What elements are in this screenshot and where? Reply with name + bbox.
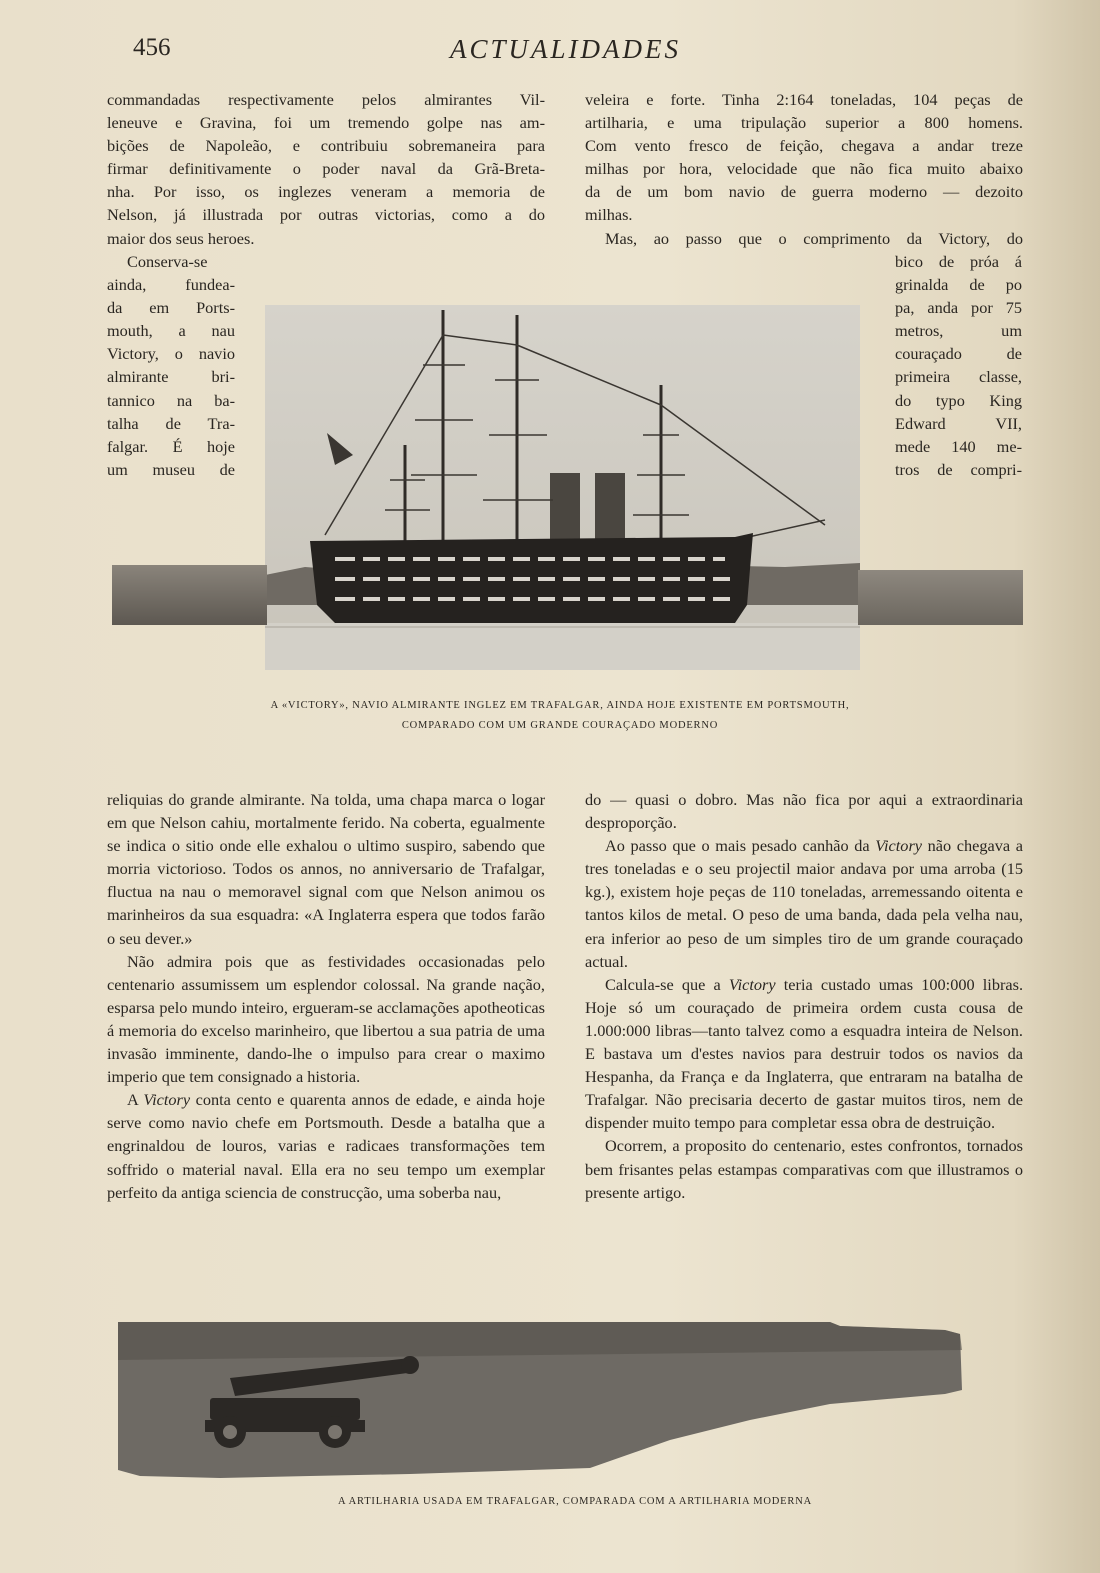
text-line: mouth, a nau [107,321,235,341]
text-line: metros, um [895,321,1022,341]
text-line: milhas por hora, velocidade que não fica muito abaixo [585,159,1023,179]
figure-caption-ship [150,696,970,736]
text-line: da em Ports- [107,298,235,318]
text-line: Conserva-se [127,252,208,271]
text-line: do typo King [895,390,1022,410]
top-right-narrow-text [895,250,1022,481]
text-line: maior dos seus heroes. [107,228,255,248]
ship-name: Victory [728,974,776,994]
text-run: não chegava a tres toneladas e o seu projectil maior andava por uma arroba (15 kg.), existem hoje peças de 110 toneladas, arremessando oitenta e tantos kilos de metal. O peso de uma banda, dada pela velha nau, era inferior ao peso de um simples tiro de um grande couraçado actual. [585,836,1024,971]
text-line: talha de Tra- [107,413,235,433]
paragraph: do — quasi o dobro. Mas não fica por aqui a extraordinaria desproporção. [585,790,1023,833]
top-left-narrow-text [107,250,235,481]
artillery-photograph [110,1320,965,1480]
text-line: bico de próa á [895,252,1022,271]
ship-name: Victory [143,1090,191,1110]
text-line: Victory, o navio [107,344,235,364]
paragraph [585,973,1023,1135]
paragraph [107,1088,545,1203]
text-line: tannico na ba- [107,390,235,410]
text-line: artilharia, e uma tripulação superior a 800 homens. [585,113,1023,133]
ship-photograph [265,305,860,670]
paragraph: reliquias do grande almirante. Na tolda, uma chapa marca o logar em que Nelson cahiu, mortalmente ferido. Na coberta, egualmente se indica o sitio onde elle exhalou o ultimo suspiro, sabendo que morria victorioso. Todos os annos, no anniversario de Trafalgar, fluctua na nau o memoravel signal com que Nelson animou os marinheiros da sua esquadra: «A Inglaterra espera que todos farão o seu dever.» [107,790,545,948]
text-line: falgar. É hoje [107,436,235,456]
caption-line: COMPARADO COM UM GRANDE COURAÇADO MODERNO [401,720,719,731]
text-line: firmar definitivamente o poder naval da Grã-Breta- [107,159,545,179]
ship-name: Victory [875,836,923,856]
text-run: Calcula-se que a [605,974,729,994]
text-line: pa, anda por 75 [895,298,1022,318]
text-line: commandadas respectivamente pelos almirantes Vil- [107,90,545,109]
text-run: conta cento e quarenta annos de edade, e ainda hoje serve como navio chefe em Portsmouth. Desde a batalha que a engrinaldou de louros, varias e radicaes transformações tem soffrido o material naval. Ella era no seu tempo um exemplar perfeito da antiga sciencia de construcção, uma soberba nau, [107,1090,546,1202]
caption-line: A «VICTORY», NAVIO ALMIRANTE INGLEZ EM TRAFALGAR, AINDA HOJE EXISTENTE EM PORTSMOUTH, [270,700,850,711]
text-line: leneuve e Gravina, foi um tremendo golpe nas am- [107,113,545,133]
bottom-left-text [107,788,545,1204]
text-line: um museu de [107,459,235,479]
text-line: couraçado de [895,344,1022,364]
top-right-text [585,88,1023,250]
text-line: veleira e forte. Tinha 2:164 toneladas, 104 peças de [585,90,1023,109]
text-line: da de um bom navio de guerra moderno — dezoito [585,182,1023,202]
text-run: teria custado umas 100:000 libras. Hoje só um couraçado de primeira ordem custa cousa de 1.000:000 libras—tanto talvez como a esquadra inteira de Nelson. E bastava um d'estes navios para destruir todos os navios da Hespanha, da França e da Inglaterra, que entraram na batalha de Trafalgar. Não precisaria decerto de gastar muitos tiros, nem de dispender muito tempo para completar essa obra de destruição. [585,974,1024,1133]
running-title: ACTUALIDADES [450,34,681,64]
text-line: Edward VII, [895,413,1022,433]
ship-photo-shore-right [858,570,1023,625]
text-line: tros de compri- [895,459,1022,479]
text-line: Nelson, já illustrada por outras victorias, como a do [107,205,545,225]
bottom-right-text [585,788,1023,1204]
paragraph: Não admira pois que as festividades occasionadas pelo centenario assumissem um esplendor colossal. Na grande nação, esparsa pelo mundo inteiro, ergueram-se acclamações apotheoticas á memoria do excelso marinheiro, que libertou a sua patria de uma invasão imminente, dando-lhe o impulso para crear o maximo imperio que tem consignado a historia. [107,951,545,1087]
text-run: A [127,1090,144,1110]
figure-caption-artillery: A ARTILHARIA USADA EM TRAFALGAR, COMPARADA COM A ARTILHARIA MODERNA [338,1496,812,1507]
text-line: ainda, fundea- [107,275,235,295]
text-line: grinalda de po [895,275,1022,295]
text-line: Com vento fresco de feição, chegava a andar treze [585,136,1023,156]
top-left-text [107,88,545,250]
paragraph [585,834,1023,973]
text-line: Mas, ao passo que o comprimento da Victory, do [605,228,1023,248]
text-line: primeira classe, [895,367,1022,387]
text-line: mede 140 me- [895,436,1022,456]
page-number: 456 [133,34,171,61]
text-line: bições de Napoleão, e contribuiu sobremaneira para [107,136,545,156]
text-line: milhas. [585,205,633,225]
text-run: Ao passo que o mais pesado canhão da [605,836,876,856]
paragraph: Ocorrem, a proposito do centenario, estes confrontos, tornados bem frisantes pelas estampas comparativas com que illustramos o presente artigo. [585,1136,1023,1202]
text-line: almirante bri- [107,367,235,387]
ship-photo-shore-left [112,565,267,625]
text-line: nha. Por isso, os inglezes veneram a memoria de [107,182,545,202]
